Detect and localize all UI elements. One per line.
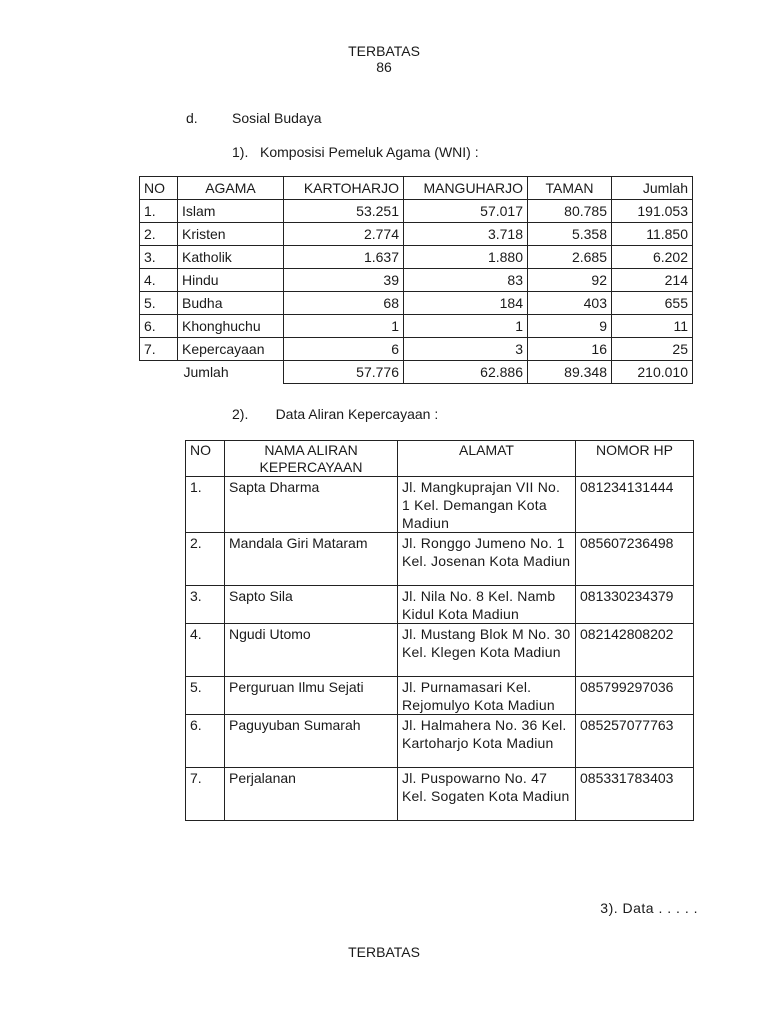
- section-title: Sosial Budaya: [232, 110, 322, 126]
- religion-composition-table: [139, 176, 693, 384]
- table-row: [140, 338, 693, 361]
- table2-caption: 2). Data Aliran Kepercayaan :: [232, 406, 439, 422]
- table-row: [186, 533, 694, 586]
- cell-value: 25: [612, 338, 693, 361]
- total-value: 57.776: [284, 361, 404, 384]
- table-row: [140, 292, 693, 315]
- table-header-row: [140, 177, 693, 200]
- row-number: 6.: [186, 715, 225, 768]
- footer-classification: TERBATAS: [348, 944, 420, 960]
- column-header: KARTOHARJO: [284, 177, 404, 200]
- section-letter: d.: [186, 110, 198, 126]
- column-header: NOMOR HP: [576, 441, 694, 477]
- row-number: 6.: [140, 315, 178, 338]
- cell-value: 3: [404, 338, 528, 361]
- table-total-row: [140, 361, 693, 384]
- column-header: NAMA ALIRAN KEPERCAYAAN: [225, 441, 398, 477]
- table-header-row: [186, 441, 694, 477]
- belief-name: Perguruan Ilmu Sejati: [225, 677, 398, 715]
- table1-caption: 1). Komposisi Pemeluk Agama (WNI) :: [232, 144, 479, 160]
- row-number: 5.: [140, 292, 178, 315]
- phone-number: 081330234379: [576, 586, 694, 624]
- table-row: [140, 200, 693, 223]
- cell-value: 68: [284, 292, 404, 315]
- cell-value: 5.358: [528, 223, 612, 246]
- cell-value: 16: [528, 338, 612, 361]
- cell-value: 1.637: [284, 246, 404, 269]
- address: Jl. Mangkuprajan VII No. 1 Kel. Demangan Kota Madiun: [398, 477, 576, 533]
- total-label: Jumlah: [183, 364, 229, 381]
- address: Jl. Halmahera No. 36 Kel. Kartoharjo Kota Madiun: [398, 715, 576, 768]
- belief-groups-table: [185, 440, 694, 821]
- cell-value: 11.850: [612, 223, 693, 246]
- total-value: 62.886: [404, 361, 528, 384]
- continuation-note: 3). Data . . . . .: [600, 900, 698, 916]
- row-number: 5.: [186, 677, 225, 715]
- table-row: [186, 586, 694, 624]
- address: Jl. Ronggo Jumeno No. 1 Kel. Josenan Kota Madiun: [398, 533, 576, 586]
- total-value: 210.010: [612, 361, 693, 384]
- cell-value: 53.251: [284, 200, 404, 223]
- address: Jl. Puspowarno No. 47 Kel. Sogaten Kota Madiun: [398, 768, 576, 821]
- religion-name: Khonghuchu: [178, 315, 284, 338]
- cell-value: 6.202: [612, 246, 693, 269]
- cell-value: 11: [612, 315, 693, 338]
- phone-number: 085257077763: [576, 715, 694, 768]
- cell-value: 92: [528, 269, 612, 292]
- row-number: 4.: [140, 269, 178, 292]
- cell-value: 6: [284, 338, 404, 361]
- cell-value: 2.685: [528, 246, 612, 269]
- cell-value: 655: [612, 292, 693, 315]
- column-header: TAMAN: [528, 177, 612, 200]
- cell-value: 403: [528, 292, 612, 315]
- address: Jl. Nila No. 8 Kel. Namb Kidul Kota Madiun: [398, 586, 576, 624]
- column-header: MANGUHARJO: [404, 177, 528, 200]
- religion-name: Budha: [178, 292, 284, 315]
- row-number: 2.: [140, 223, 178, 246]
- phone-number: 085799297036: [576, 677, 694, 715]
- row-number: 3.: [186, 586, 225, 624]
- religion-name: Katholik: [178, 246, 284, 269]
- cell-value: 184: [404, 292, 528, 315]
- page-number: 86: [376, 59, 392, 75]
- total-value: 89.348: [528, 361, 612, 384]
- header-classification: TERBATAS: [348, 43, 420, 59]
- cell-value: 1: [404, 315, 528, 338]
- cell-value: 2.774: [284, 223, 404, 246]
- cell-value: 80.785: [528, 200, 612, 223]
- address: Jl. Mustang Blok M No. 30 Kel. Klegen Kota Madiun: [398, 624, 576, 677]
- cell-value: 9: [528, 315, 612, 338]
- phone-number: 085607236498: [576, 533, 694, 586]
- cell-value: 57.017: [404, 200, 528, 223]
- table-row: [140, 315, 693, 338]
- address: Jl. Purnamasari Kel. Rejomulyo Kota Madiun: [398, 677, 576, 715]
- cell-value: 1: [284, 315, 404, 338]
- column-header: ALAMAT: [398, 441, 576, 477]
- phone-number: 085331783403: [576, 768, 694, 821]
- cell-value: 1.880: [404, 246, 528, 269]
- religion-name: Kepercayaan: [178, 338, 284, 361]
- belief-name: Perjalanan: [225, 768, 398, 821]
- belief-name: Sapto Sila: [225, 586, 398, 624]
- column-header: NO: [140, 177, 178, 200]
- belief-name: Paguyuban Sumarah: [225, 715, 398, 768]
- religion-name: Islam: [178, 200, 284, 223]
- column-header: NO: [186, 441, 225, 477]
- column-header: Jumlah: [612, 177, 693, 200]
- row-number: 1.: [186, 477, 225, 533]
- table-row: [186, 768, 694, 821]
- table-row: [140, 223, 693, 246]
- row-number: 7.: [186, 768, 225, 821]
- row-number: 3.: [140, 246, 178, 269]
- phone-number: 081234131444: [576, 477, 694, 533]
- row-number: 2.: [186, 533, 225, 586]
- row-number: 1.: [140, 200, 178, 223]
- belief-name: Ngudi Utomo: [225, 624, 398, 677]
- table-row: [140, 246, 693, 269]
- row-number: 7.: [140, 338, 178, 361]
- cell-value: 191.053: [612, 200, 693, 223]
- row-number: 4.: [186, 624, 225, 677]
- belief-name: Sapta Dharma: [225, 477, 398, 533]
- cell-value: 214: [612, 269, 693, 292]
- cell-value: 39: [284, 269, 404, 292]
- table-row: [186, 477, 694, 533]
- table-row: [186, 677, 694, 715]
- religion-name: Hindu: [178, 269, 284, 292]
- belief-name: Mandala Giri Mataram: [225, 533, 398, 586]
- table-row: [186, 624, 694, 677]
- cell-value: 83: [404, 269, 528, 292]
- column-header: AGAMA: [178, 177, 284, 200]
- religion-name: Kristen: [178, 223, 284, 246]
- phone-number: 082142808202: [576, 624, 694, 677]
- table-row: [186, 715, 694, 768]
- cell-value: 3.718: [404, 223, 528, 246]
- table-row: [140, 269, 693, 292]
